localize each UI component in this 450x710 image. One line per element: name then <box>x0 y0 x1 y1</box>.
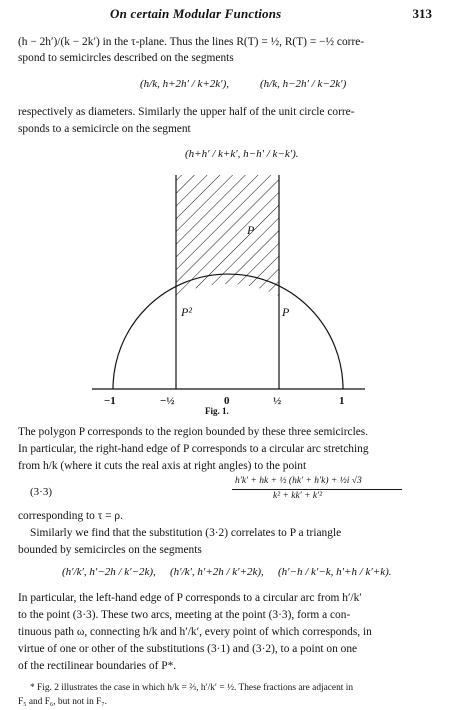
para4-line-2: Similarly we find that the substitution (3·2) correlates to P a triangle <box>30 527 342 539</box>
footnote-line-1: * Fig. 2 illustrates the case in which h/k = ⅔, h′/k′ = ½. These fractions are adjacent in <box>30 683 354 693</box>
hatched-region <box>176 175 279 305</box>
segment-3b: (h′/k′, h′+2h / k′+2k), <box>170 566 264 578</box>
para2-line-1: respectively as diameters. Similarly the upper half of the unit circle corre- <box>18 106 355 118</box>
para5-line-5: of the rectilinear boundaries of P*. <box>18 660 177 672</box>
axis-label-minus-1: −1 <box>104 395 116 407</box>
unit-semicircle <box>113 274 343 389</box>
segment-1b: (h/k, h−2h′ / k−2k′) <box>260 78 347 90</box>
para5-line-3: tinuous path ω, connecting h/k and h′/k′, every point of which corresponds, in <box>18 626 372 638</box>
figure-caption: Fig. 1. <box>205 406 229 416</box>
equation-fraction-bar <box>232 489 402 490</box>
para1-line-2: spond to semicircles described on the segments <box>18 52 234 64</box>
equation-numerator: h′k′ + hk + ½ (hk′ + h′k) + ½i √3 <box>235 476 362 486</box>
para3-line-3: from h/k (where it cuts the real axis at right angles) to the point <box>18 460 307 472</box>
para5-line-2: to the point (3·3). These two arcs, meeting at the point (3·3), form a con- <box>18 609 351 621</box>
segment-1a: (h/k, h+2h′ / k+2k′), <box>140 78 229 90</box>
segment-2: (h+h′ / k+k′, h−h′ / k−k′). <box>185 148 299 160</box>
para3-line-1: The polygon P corresponds to the region bounded by these three semicircles. <box>18 426 369 438</box>
equation-denominator: k² + kk′ + k′² <box>273 491 323 501</box>
axis-label-minus-half: −½ <box>160 395 175 407</box>
region-label-left-corner: P² <box>181 305 192 319</box>
axis-label-1: 1 <box>339 395 345 407</box>
page-number: 313 <box>412 6 432 21</box>
segment-3c: (h′−h / k′−k, h′+h / k′+k). <box>278 566 392 578</box>
axis-label-half: ½ <box>273 395 282 407</box>
para4-line-3: bounded by semicircles on the segments <box>18 544 202 556</box>
equation-number: (3·3) <box>30 486 52 498</box>
para5-line-4: virtue of one or other of the substitutions (3·1) and (3·2), to a point on one <box>18 643 358 655</box>
para5-line-1: In particular, the left-hand edge of P corresponds to a circular arc from h′/k′ <box>18 592 362 604</box>
para4-line-1: corresponding to τ = ρ. <box>18 510 123 522</box>
segment-3a: (h′/k′, h′−2h / k′−2k), <box>62 566 156 578</box>
footnote-line-2: F₅ and F₆, but not in F₇. <box>18 697 107 707</box>
region-label-right-corner: P <box>282 305 290 319</box>
para3-line-2: In particular, the right-hand edge of P corresponds to a circular arc stretching <box>18 443 369 455</box>
region-label-upper: P <box>247 223 255 237</box>
para2-line-2: sponds to a semicircle on the segment <box>18 123 191 135</box>
running-header-title: On certain Modular Functions <box>110 6 282 21</box>
para1-line-1: (h − 2h′)/(k − 2k′) in the τ-plane. Thus the lines R(T) = ½, R(T) = −½ corre- <box>18 36 365 48</box>
axis-label-0: 0 <box>224 395 230 407</box>
